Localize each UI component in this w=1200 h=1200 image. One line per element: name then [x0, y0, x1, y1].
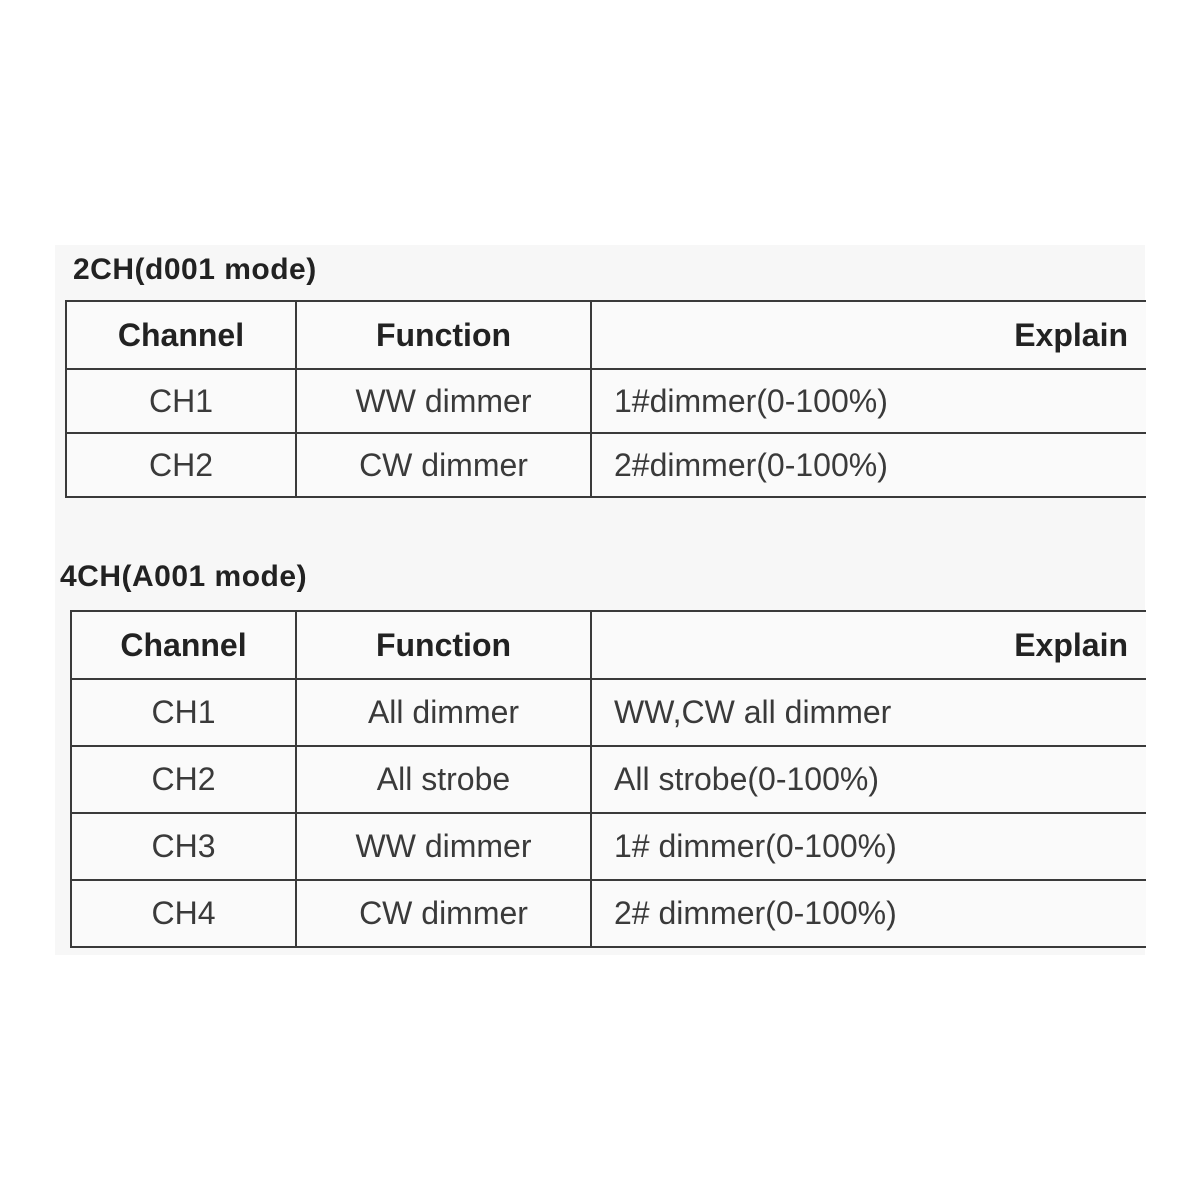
- cell-explain: WW,CW all dimmer: [591, 679, 1146, 746]
- section-title-2ch: 2CH(d001 mode): [73, 253, 317, 286]
- cell-explain: All strobe(0-100%): [591, 746, 1146, 813]
- table-row: [71, 880, 1146, 947]
- cell-explain: 2#dimmer(0-100%): [591, 433, 1146, 497]
- table-row: [71, 813, 1146, 880]
- cell-function: WW dimmer: [296, 369, 591, 433]
- header-channel: Channel: [71, 611, 296, 679]
- document-page: [55, 245, 1145, 955]
- cell-function: All strobe: [296, 746, 591, 813]
- table-row: [71, 679, 1146, 746]
- table-row: [66, 369, 1146, 433]
- header-explain: Explain: [591, 301, 1146, 369]
- cell-explain: 1# dimmer(0-100%): [591, 813, 1146, 880]
- cell-channel: CH1: [66, 369, 296, 433]
- cell-explain: 1#dimmer(0-100%): [591, 369, 1146, 433]
- table-row: [71, 746, 1146, 813]
- header-function: Function: [296, 611, 591, 679]
- header-function: Function: [296, 301, 591, 369]
- table-header-row: [66, 301, 1146, 369]
- table-header-row: [71, 611, 1146, 679]
- cell-function: All dimmer: [296, 679, 591, 746]
- cell-channel: CH2: [71, 746, 296, 813]
- cell-function: WW dimmer: [296, 813, 591, 880]
- header-channel: Channel: [66, 301, 296, 369]
- cell-channel: CH2: [66, 433, 296, 497]
- cell-function: CW dimmer: [296, 880, 591, 947]
- section-title-4ch: 4CH(A001 mode): [60, 560, 308, 593]
- header-explain: Explain: [591, 611, 1146, 679]
- table-row: [66, 433, 1146, 497]
- channel-table-4ch: [70, 610, 1146, 948]
- cell-channel: CH1: [71, 679, 296, 746]
- channel-table-2ch: [65, 300, 1146, 498]
- cell-channel: CH3: [71, 813, 296, 880]
- cell-function: CW dimmer: [296, 433, 591, 497]
- cell-explain: 2# dimmer(0-100%): [591, 880, 1146, 947]
- cell-channel: CH4: [71, 880, 296, 947]
